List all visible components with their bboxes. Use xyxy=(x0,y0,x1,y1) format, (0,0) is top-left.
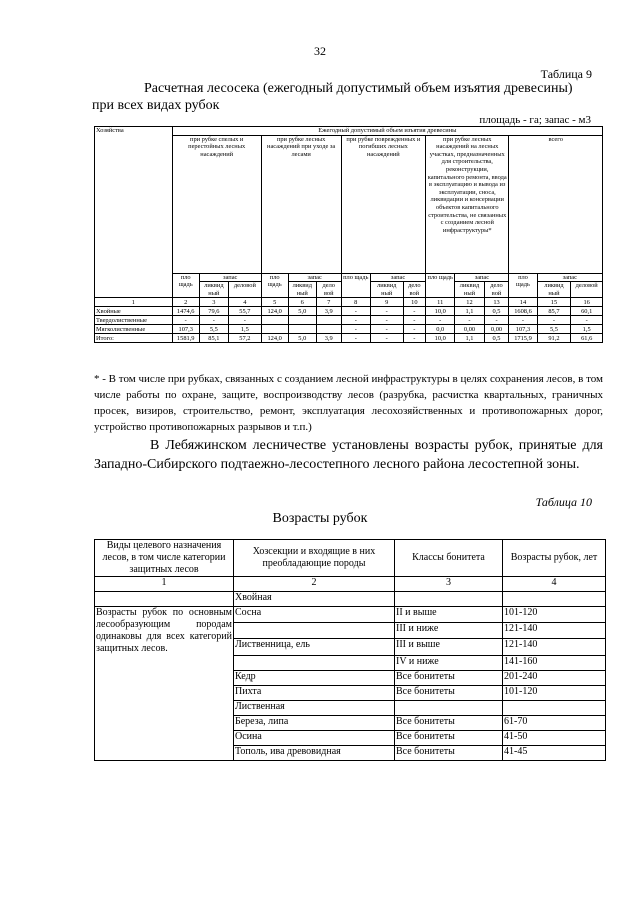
group-care-header: при рубке лесных насаждений при уходе за лесами xyxy=(261,135,341,273)
value-cell: 85,7 xyxy=(537,307,571,316)
value-cell: 1,5 xyxy=(571,325,603,334)
value-cell: 0,5 xyxy=(484,334,509,343)
value-cell: 1715,9 xyxy=(509,334,537,343)
area-header: пло щадь xyxy=(172,273,199,298)
column-number: 4 xyxy=(503,577,606,592)
area-header: пло щадь xyxy=(261,273,288,298)
area-header: пло щадь xyxy=(426,273,455,298)
value-cell: - xyxy=(484,316,509,325)
cutting-age-cell: 101-120 xyxy=(503,685,606,700)
column-number: 15 xyxy=(537,298,571,307)
value-cell: 107,3 xyxy=(172,325,199,334)
site-class-cell: II и выше xyxy=(395,607,503,623)
value-cell: 3,9 xyxy=(316,307,341,316)
site-class-cell: IV и ниже xyxy=(395,655,503,670)
stock-header: запас xyxy=(370,273,425,282)
value-cell: - xyxy=(229,316,262,325)
value-cell: 1581,9 xyxy=(172,334,199,343)
value-cell xyxy=(316,316,341,325)
value-cell: 124,0 xyxy=(261,307,288,316)
value-cell: - xyxy=(403,334,426,343)
farm-name-cell: Твердолиственные xyxy=(95,316,173,325)
stock-header: запас xyxy=(455,273,509,282)
value-cell: 1,1 xyxy=(455,334,484,343)
value-cell: 60,1 xyxy=(571,307,603,316)
species-cell xyxy=(234,655,395,670)
purpose-cell xyxy=(95,655,234,760)
column-number: 8 xyxy=(341,298,370,307)
value-cell: 57,2 xyxy=(229,334,262,343)
column-number: 12 xyxy=(455,298,484,307)
column-number: 2 xyxy=(234,577,395,592)
purpose-cell: Возрасты рубок по основным лесообразующим породам одинаковы для всех категорий защитных лесов. xyxy=(96,607,232,654)
business-header: дело вой xyxy=(316,282,341,298)
table9-title xyxy=(92,80,602,114)
value-cell: 5,0 xyxy=(288,307,316,316)
value-cell: - xyxy=(341,316,370,325)
value-cell: - xyxy=(537,316,571,325)
liquid-header: ликвид ный xyxy=(370,282,403,298)
cutting-age-header: Возрасты рубок, лет xyxy=(503,540,606,577)
value-cell: - xyxy=(341,334,370,343)
value-cell: - xyxy=(370,334,403,343)
cutting-age-cell: 41-50 xyxy=(503,730,606,745)
value-cell xyxy=(316,325,341,334)
column-number: 1 xyxy=(95,298,173,307)
purpose-cell xyxy=(95,592,234,607)
stock-header: запас xyxy=(537,273,602,282)
site-class-cell xyxy=(395,592,503,607)
table9-label: Таблица 9 xyxy=(540,67,592,81)
value-cell xyxy=(288,316,316,325)
farm-header: Хозяйства xyxy=(95,127,173,298)
cutting-age-cell: 201-240 xyxy=(503,670,606,685)
group-damaged-header: при рубке поврежденных и погибших лесных насаждений xyxy=(341,135,425,273)
species-cell: Тополь, ива древовидная xyxy=(234,745,395,760)
site-class-cell: Все бонитеты xyxy=(395,670,503,685)
purpose-header: Виды целевого назначения лесов, в том числе категории защитных лесов xyxy=(95,540,234,577)
column-number: 4 xyxy=(229,298,262,307)
table9-title-line1: Расчетная лесосека (ежегодный допустимый объем изъятия древесины) xyxy=(144,81,573,96)
column-number: 7 xyxy=(316,298,341,307)
value-cell: 1,5 xyxy=(229,325,262,334)
species-cell: Сосна xyxy=(234,607,395,623)
farm-name-cell: Мягколиственные xyxy=(95,325,173,334)
column-number: 13 xyxy=(484,298,509,307)
column-number: 3 xyxy=(199,298,228,307)
area-header: пло щадь xyxy=(509,273,537,298)
business-header: деловой xyxy=(571,282,603,298)
cutting-age-table xyxy=(94,539,606,761)
value-cell: - xyxy=(172,316,199,325)
intro-paragraph: В Лебяжинском лесничестве установлены возрасты рубок, принятые для Западно-Сибирского подтаежно-лесостепного лесного района лесостепной зоны. xyxy=(94,438,603,472)
value-cell: 85,1 xyxy=(199,334,228,343)
liquid-header: ликвид ный xyxy=(537,282,571,298)
species-cell xyxy=(234,623,395,639)
site-class-cell: III и выше xyxy=(395,639,503,655)
group-mature-header: при рубке спелых и перестойных лесных насаждений xyxy=(172,135,261,273)
page-number: 32 xyxy=(314,44,326,58)
value-cell: - xyxy=(370,325,403,334)
column-number: 11 xyxy=(426,298,455,307)
value-cell xyxy=(261,325,288,334)
table9-title-line2: при всех видах рубок xyxy=(92,98,220,113)
value-cell: - xyxy=(370,316,403,325)
liquid-header: ликвид ный xyxy=(455,282,484,298)
value-cell: 107,3 xyxy=(509,325,537,334)
stock-header: запас xyxy=(288,273,341,282)
value-cell: - xyxy=(509,316,537,325)
cutting-age-cell: 41-45 xyxy=(503,745,606,760)
value-cell: - xyxy=(341,325,370,334)
cutting-age-cell: 141-160 xyxy=(503,655,606,670)
farm-name-cell: Итого: xyxy=(95,334,173,343)
site-class-cell: Все бонитеты xyxy=(395,745,503,760)
column-numbers-row xyxy=(95,298,603,307)
species-cell: Пихта xyxy=(234,685,395,700)
site-class-cell: Все бонитеты xyxy=(395,715,503,730)
species-cell: Кедр xyxy=(234,670,395,685)
table9-footnote: * - В том числе при рубках, связанных с созданием лесной инфраструктуры в целях сохранения лесов, в том числе работы по охране, защите, воспроизводству лесов (разрубка, расчистка квартальных, граничных просек, визиров, строительство, ремонт, эксплуатация лесохозяйственных и противопожарных дорог, устройство противопожарных разрывов и т.п.) xyxy=(94,373,603,433)
value-cell: 5,0 xyxy=(288,334,316,343)
species-cell: Лиственница, ель xyxy=(234,639,395,655)
table-row xyxy=(95,307,603,316)
value-cell: - xyxy=(199,316,228,325)
value-cell: 10,0 xyxy=(426,307,455,316)
area-header: пло щадь xyxy=(341,273,370,298)
value-cell: 79,6 xyxy=(199,307,228,316)
column-number: 5 xyxy=(261,298,288,307)
value-cell: 0,00 xyxy=(484,325,509,334)
value-cell: - xyxy=(341,307,370,316)
value-cell xyxy=(261,316,288,325)
farm-name-cell: Хвойные xyxy=(95,307,173,316)
column-number: 6 xyxy=(288,298,316,307)
value-cell: - xyxy=(455,316,484,325)
cutting-age-cell: 61-70 xyxy=(503,715,606,730)
cutting-age-cell xyxy=(503,700,606,715)
site-class-cell: Все бонитеты xyxy=(395,685,503,700)
value-cell: 124,0 xyxy=(261,334,288,343)
cutting-age-cell: 121-140 xyxy=(503,639,606,655)
column-number: 14 xyxy=(509,298,537,307)
cutting-age-cell: 121-140 xyxy=(503,623,606,639)
site-class-cell: Все бонитеты xyxy=(395,730,503,745)
annual-volume-header: Ежегодный допустимый объем изъятия древесины xyxy=(172,127,602,136)
value-cell: - xyxy=(403,325,426,334)
species-cell: Хвойная xyxy=(234,592,395,607)
table10-label: Таблица 10 xyxy=(535,495,592,509)
column-number: 3 xyxy=(395,577,503,592)
value-cell: - xyxy=(571,316,603,325)
group-construction-header: при рубке лесных насаждений на лесных участках, предназначенных для строительства, реконструкции, капитального ремонта, ввода в эксплуатацию и вывода из эксплуатации, сноса, ликвидации и консервации объектов капитального строительства, не связанных с созданием лесной инфраструктуры* xyxy=(426,135,509,273)
species-cell: Береза, липа xyxy=(234,715,395,730)
value-cell: 5,5 xyxy=(199,325,228,334)
table10-title: Возрасты рубок xyxy=(272,511,368,526)
table-row xyxy=(95,655,606,670)
stock-header: запас xyxy=(199,273,261,282)
table-row xyxy=(95,607,606,623)
group-total-header: всего xyxy=(509,135,603,273)
cutting-age-cell: 101-120 xyxy=(503,607,606,623)
value-cell: 1608,6 xyxy=(509,307,537,316)
species-header: Хозсекции и входящие в них преобладающие породы xyxy=(234,540,395,577)
business-header: дело вой xyxy=(484,282,509,298)
table9-units: площадь - га; запас - м3 xyxy=(479,114,591,126)
site-class-cell: III и ниже xyxy=(395,623,503,639)
liquid-header: ликвид ный xyxy=(288,282,316,298)
table-row xyxy=(95,325,603,334)
value-cell: 3,9 xyxy=(316,334,341,343)
value-cell: 0,00 xyxy=(455,325,484,334)
value-cell: 61,6 xyxy=(571,334,603,343)
table-row xyxy=(95,334,603,343)
table-row xyxy=(95,592,606,607)
column-number: 16 xyxy=(571,298,603,307)
value-cell: 55,7 xyxy=(229,307,262,316)
value-cell: - xyxy=(403,316,426,325)
site-class-header: Классы бонитета xyxy=(395,540,503,577)
table-row xyxy=(95,316,603,325)
liquid-header: ликвид ный xyxy=(199,282,228,298)
cutting-age-cell xyxy=(503,592,606,607)
business-header: деловой xyxy=(229,282,262,298)
value-cell: 91,2 xyxy=(537,334,571,343)
value-cell: 5,5 xyxy=(537,325,571,334)
value-cell: 0,5 xyxy=(484,307,509,316)
business-header: дело вой xyxy=(403,282,426,298)
value-cell: 0,0 xyxy=(426,325,455,334)
species-cell: Осина xyxy=(234,730,395,745)
value-cell: - xyxy=(403,307,426,316)
column-number: 9 xyxy=(370,298,403,307)
value-cell xyxy=(288,325,316,334)
column-number: 1 xyxy=(95,577,234,592)
site-class-cell xyxy=(395,700,503,715)
column-number: 10 xyxy=(403,298,426,307)
value-cell: 1474,6 xyxy=(172,307,199,316)
value-cell: - xyxy=(370,307,403,316)
species-cell: Лиственная xyxy=(234,700,395,715)
column-number: 2 xyxy=(172,298,199,307)
value-cell: - xyxy=(426,316,455,325)
value-cell: 1,1 xyxy=(455,307,484,316)
allowable-cut-table xyxy=(94,126,603,343)
value-cell: 10,0 xyxy=(426,334,455,343)
